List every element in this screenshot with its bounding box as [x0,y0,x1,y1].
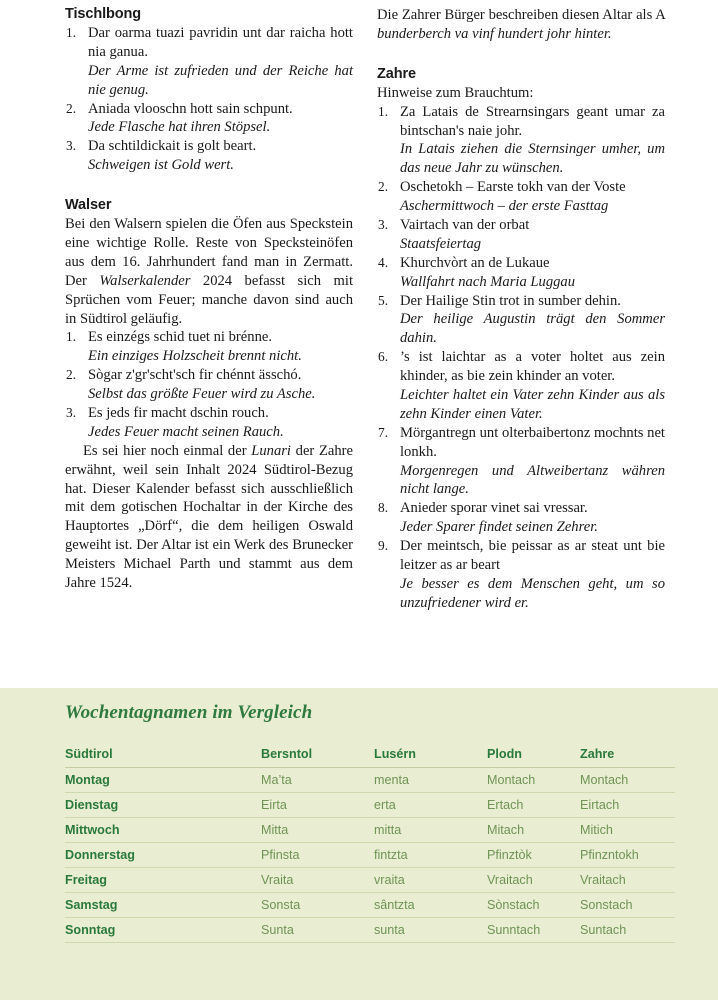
weekday-comparison-table [65,744,675,943]
section-heading-walser: Walser [65,197,112,214]
table-header-row [65,744,675,768]
closing-pre: Es sei hier noch einmal der [83,442,252,459]
list-item [65,404,353,442]
list-item [377,216,665,254]
list-item [377,178,665,216]
cell-day: Mittwoch [65,818,261,843]
cell-lusern: erta [374,793,487,818]
custom-dialect: Der Hailige Stin trot in sumber dehin. [400,292,621,309]
proverb-translation: Jede Flasche hat ihren Stöpsel. [88,119,271,136]
walser-intro-pre: Bei den Walsern spielen die Öfen aus Speckstein eine wichtige Rolle. Reste von Specksteinöfen aus dem 16. Jahrhundert fand man in Zermatt. Der [65,216,353,289]
list-item [65,100,353,138]
cell-bersntol: Sunta [261,918,374,943]
custom-translation: Jeder Sparer findet seinen Zehrer. [400,519,598,536]
proverb-dialect: Aniada vlooschn hott sain schpunt. [88,100,293,117]
zahre-custom-list [377,103,665,613]
cell-zahre: Eirtach [580,793,675,818]
custom-translation: Wallfahrt nach Maria Luggau [400,273,576,290]
table-row [65,868,675,893]
cell-plodn: Pfinztòk [487,843,580,868]
cell-bersntol: Pfinsta [261,843,374,868]
column-header-suedtirol: Südtirol [65,744,261,768]
cell-plodn: Montach [487,768,580,793]
custom-dialect: Vairtach van der orbat [400,217,530,234]
custom-dialect: Za Latais de Strearnsingars geant umar za bintschan's naie johr. [400,103,665,139]
cell-day: Montag [65,768,261,793]
table-body [65,768,675,943]
proverb-dialect: Es jeds fir macht dschin rouch. [88,405,269,422]
proverb-translation: Selbst das größte Feuer wird zu Asche. [88,386,316,403]
walser-intro-paragraph [65,215,353,328]
cell-plodn: Ertach [487,793,580,818]
cell-lusern: mitta [374,818,487,843]
column-header-lusern: Lusérn [374,744,487,768]
custom-translation: In Latais ziehen die Sternsinger umher, um das neue Jahr zu wünschen. [400,141,665,177]
cell-day: Sonntag [65,918,261,943]
left-column [65,6,353,680]
cell-day: Donnerstag [65,843,261,868]
column-header-plodn: Plodn [487,744,580,768]
list-item [65,328,353,366]
list-item [377,292,665,349]
custom-translation: Leichter haltet ein Vater zehn Kinder aus als zehn Kinder einen Vater. [400,387,665,422]
cell-day: Freitag [65,868,261,893]
list-item [377,499,665,537]
table-row [65,918,675,943]
section-heading-tischlbong: Tischlbong [65,6,142,22]
proverb-dialect: Dar oarma tuazi pavridin unt dar raicha hott nia ganua. [88,25,353,60]
cell-lusern: vraita [374,868,487,893]
cell-zahre: Montach [580,768,675,793]
list-item [65,366,353,404]
cell-zahre: Suntach [580,918,675,943]
table-row [65,793,675,818]
custom-translation: Der heilige Augustin trägt den Sommer dahin. [400,311,665,347]
table-row [65,843,675,868]
cell-bersntol: Mitta [261,818,374,843]
list-item [65,137,353,175]
table-header [65,744,675,768]
closing-italic: Lunari [251,442,291,459]
walser-closing-paragraph [65,442,353,593]
custom-translation: Staatsfeiertag [400,235,482,252]
closing-post: der Zahre erwähnt, weil sein Inhalt 2024 Südtirol-Bezug hat. Dieser Kalender befasst sich ausschließlich mit dem gotischen Hochaltar in der Kirche des Hauptortes „Dörf“, die dem heiligen Oswald geweiht ist. Der Altar ist ein Werk des Brunecker Meisters Michael Parth und stammt aus dem Jahre 1524. [65,442,353,592]
zahre-lead: Hinweise zum Brauchtum: [377,84,534,101]
cell-zahre: Vraitach [580,868,675,893]
proverb-translation: Jedes Feuer macht seinen Rauch. [88,423,284,440]
list-item [377,424,665,500]
custom-translation: Aschermittwoch – der erste Fasttag [400,198,609,215]
list-item [65,24,353,100]
continuation-italic: bunderberch va vinf hundert johr hinter. [377,25,612,42]
custom-dialect: Der meintsch, bie peissar as ar steat unt bie leitzer as ar beart [400,538,665,574]
right-column [377,6,665,680]
list-item [377,254,665,292]
cell-zahre: Sonstach [580,893,675,918]
custom-translation: Je besser es dem Menschen geht, um so unzufriedener wird er. [400,575,665,611]
custom-dialect: ’s ist laichtar as a voter holtet aus zein khinder, as bie zein khinder an voter. [400,349,665,385]
panel-title: Wochentagnamen im Vergleich [65,702,313,723]
cell-lusern: sunta [374,918,487,943]
cell-lusern: menta [374,768,487,793]
cell-zahre: Pfinzntokh [580,843,675,868]
cell-day: Dienstag [65,793,261,818]
list-item [377,537,665,613]
cell-lusern: fintzta [374,843,487,868]
cell-plodn: Mitach [487,818,580,843]
table-row [65,768,675,793]
proverb-dialect: Da schtildickait is golt beart. [88,138,257,155]
comparison-panel [0,688,718,1000]
list-item [377,103,665,179]
cell-plodn: Vraitach [487,868,580,893]
table-row [65,818,675,843]
cell-plodn: Sunntach [487,918,580,943]
proverb-dialect: Sògar z'gr'scht'sch fir chénnt ässchó. [88,367,302,384]
custom-dialect: Oschetokh – Earste tokh van der Voste [400,179,626,196]
custom-dialect: Anieder sporar vinet sai vressar. [400,500,588,517]
proverb-dialect: Es einzégs schid tuet ni brénne. [88,329,272,346]
cell-bersntol: Vraita [261,868,374,893]
cell-bersntol: Sonsta [261,893,374,918]
custom-dialect: Mörgantregn unt olterbaibertonz mochnts net lonkh. [400,424,665,460]
custom-dialect: Khurchvòrt an de Lukaue [400,254,550,271]
proverb-translation: Der Arme ist zufrieden und der Reiche hat nie genug. [88,62,353,98]
cell-day: Samstag [65,893,261,918]
cell-plodn: Sònstach [487,893,580,918]
proverb-translation: Ein einziges Holzscheit brennt nicht. [88,348,302,365]
tischlbong-proverb-list [65,24,353,175]
cell-bersntol: Ma’ta [261,768,374,793]
column-header-bersntol: Bersntol [261,744,374,768]
list-item [377,348,665,424]
section-heading-zahre: Zahre [377,65,416,82]
proverb-translation: Schweigen ist Gold wert. [88,157,234,174]
column-header-zahre: Zahre [580,744,675,768]
custom-translation: Morgenregen und Altweibertanz währen nicht lange. [400,462,665,498]
walser-proverb-list [65,328,353,441]
altar-continuation-paragraph [377,6,665,44]
cell-lusern: sântzta [374,893,487,918]
cell-zahre: Mitich [580,818,675,843]
walser-intro-italic: Walserkalender [99,272,191,289]
continuation-pre: Die Zahrer Bürger beschreiben diesen Altar als A [377,7,665,23]
walser-intro-post: 2024 befasst sich mit Sprüchen vom Feuer; manche davon sind auch in Südtirol geläufig. [65,272,353,327]
table-row [65,893,675,918]
cell-bersntol: Eirta [261,793,374,818]
